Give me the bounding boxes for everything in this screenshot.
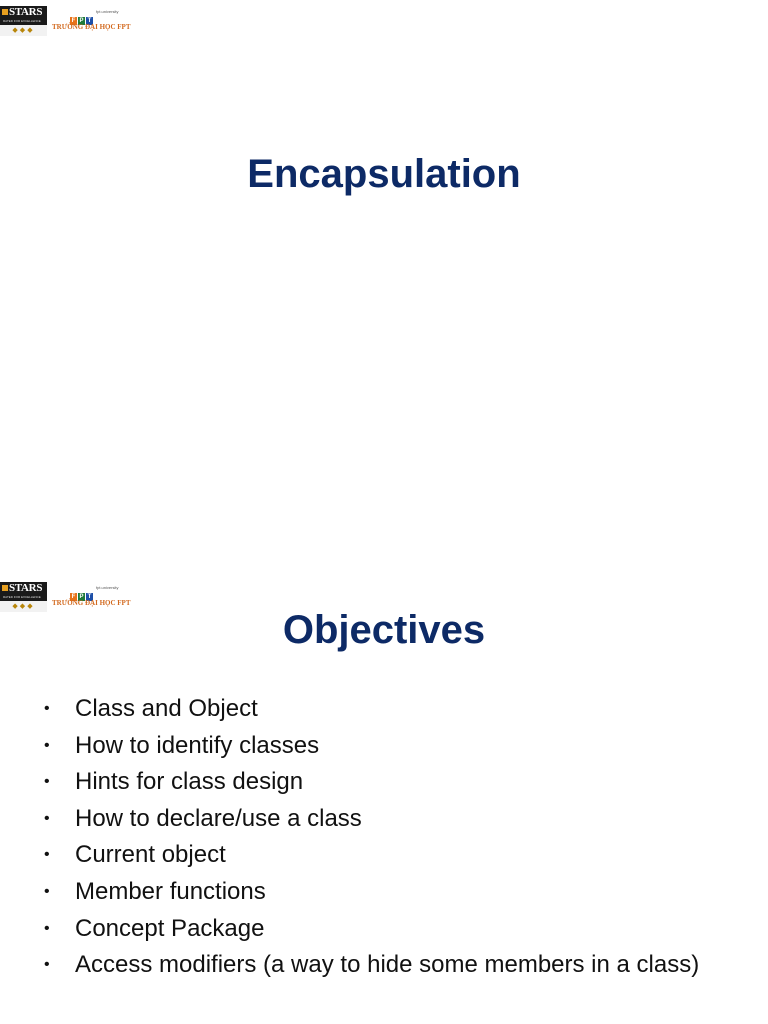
slide-objectives [0,576,768,1024]
stars-logo-text: STARS [9,6,43,18]
list-item: • Member functions [40,877,740,907]
fpt-letter-f: F [71,594,76,600]
fpt-logo [70,9,119,24]
fpt-tag: fpt.university [96,9,119,14]
objectives-list [40,694,740,987]
fpt-letter-t: T [87,18,92,24]
fpt-logo [70,585,119,600]
fpt-letter-p: P [79,594,84,600]
list-item: • How to identify classes [40,731,740,761]
slide-title: Encapsulation [247,152,521,196]
list-item: • Hints for class design [40,767,740,797]
list-item: • How to declare/use a class [40,804,740,834]
fpt-tag: fpt.university [96,585,119,590]
stars-square-icon [2,9,8,15]
stars-diamonds-icon: ◆◆◆ [0,25,47,36]
fpt-letter-t: T [87,594,92,600]
stars-logo [0,6,47,36]
header-logos [0,6,140,36]
slide-title: Objectives [282,608,486,652]
stars-square-icon [2,585,8,591]
stars-logo-subtext: RATED FOR EXCELLENCE [3,19,41,23]
fpt-letter-p: P [79,18,84,24]
list-item: • Current object [40,840,740,870]
list-item: • Access modifiers (a way to hide some members in a class) [40,950,740,980]
university-name: TRƯỜNG ĐẠI HỌC FPT [52,599,131,607]
list-item: • Class and Object [40,694,740,724]
stars-diamonds-icon: ◆◆◆ [0,601,47,612]
stars-logo-subtext: RATED FOR EXCELLENCE [3,595,41,599]
fpt-letter-f: F [71,18,76,24]
list-item: • Concept Package [40,914,740,944]
stars-logo-text: STARS [9,582,43,594]
university-name: TRƯỜNG ĐẠI HỌC FPT [52,23,131,31]
